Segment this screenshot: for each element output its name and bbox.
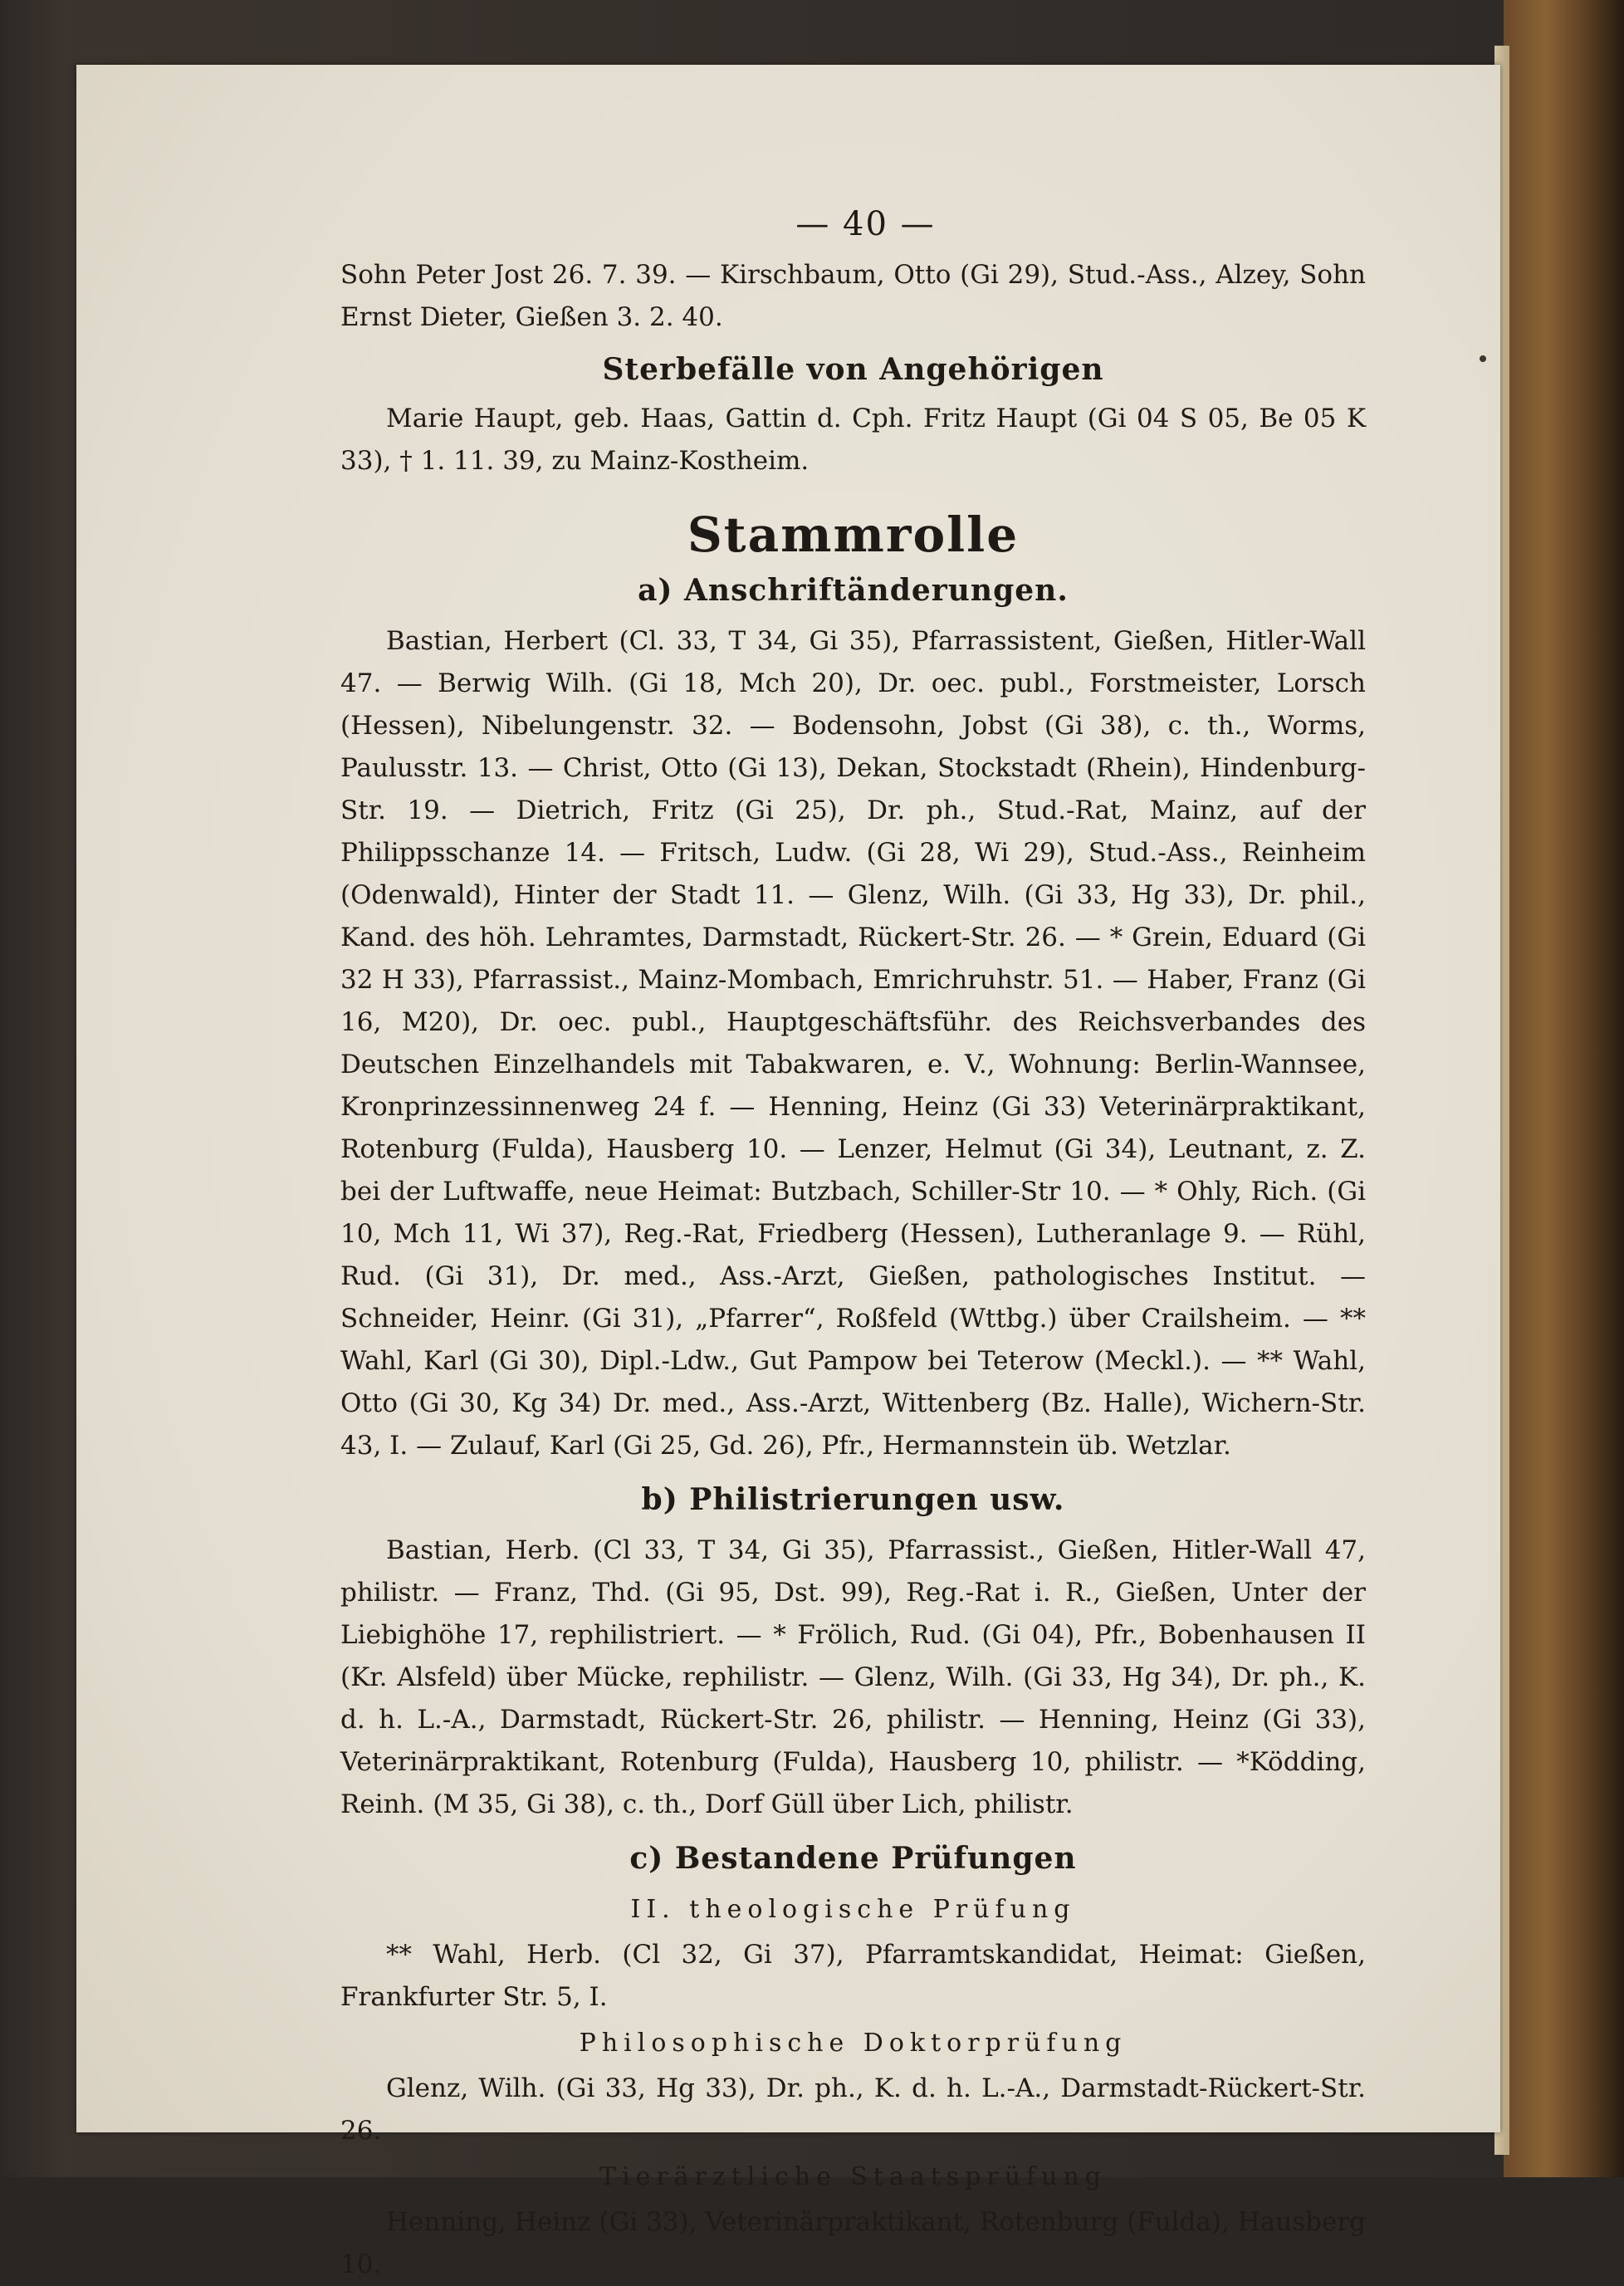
section-b-heading: b) Philistrierungen usw. [641, 1482, 1065, 1517]
exam-paragraph: Glenz, Wilh. (Gi 33, Hg 33), Dr. ph., K. d. h. L.-A., Darmstadt-Rückert-Str. 26. [340, 2073, 1366, 2146]
exam-paragraph: ** Wahl, Herb. (Cl 32, Gi 37), Pfarramtskandidat, Heimat: Gießen, Frankfurter Str. 5, I. [340, 1940, 1366, 2012]
section-b-paragraph: Bastian, Herb. (Cl 33, T 34, Gi 35), Pfarrassist., Gießen, Hitler-Wall 47, philistr. — Franz, Thd. (Gi 95, Dst. 99), Reg.-Rat i. R., Gießen, Unter der Liebighöhe 17, rephilistriert. — * Frölich, Rud. (Gi 04), Pfr., Bobenhausen II (Kr. Alsfeld) über Mücke, rephilistr. — Glenz, Wilh. (Gi 33, Hg 34), Dr. ph., K. d. h. L.-A., Darmstadt, Rückert-Str. 26, philistr. — Henning, Heinz (Gi 33), Veterinärpraktikant, Rotenburg (Fulda), Hausberg 10, philistr. — *Ködding, Reinh. (M 35, Gi 38), c. th., Dorf Güll über Lich, philistr. [340, 1535, 1366, 1819]
book-cover-edge [1504, 0, 1624, 2177]
deaths-heading: Sterbefälle von Angehörigen [602, 352, 1104, 387]
page-number: — 40 — [795, 205, 936, 243]
ink-speck [1480, 355, 1486, 362]
exam-paragraph: Henning, Heinz (Gi 33), Veterinärpraktikant, Rotenburg (Fulda), Hausberg 10. [340, 2207, 1366, 2279]
exam-title: Philosophische Doktorprüfung [579, 2029, 1128, 2058]
deaths-paragraph: Marie Haupt, geb. Haas, Gattin d. Cph. Fritz Haupt (Gi 04 S 05, Be 05 K 33), † 1. 11. 39, zu Mainz-Kostheim. [340, 404, 1366, 476]
section-a-paragraph: Bastian, Herbert (Cl. 33, T 34, Gi 35), Pfarrassistent, Gießen, Hitler-Wall 47. — Berwig Wilh. (Gi 18, Mch 20), Dr. oec. publ., Forstmeister, Lorsch (Hessen), Nibelungenstr. 32. — Bodensohn, Jobst (Gi 38), c. th., Worms, Paulusstr. 13. — Christ, Otto (Gi 13), Dekan, Stockstadt (Rhein), Hindenburg-Str. 19. — Dietrich, Fritz (Gi 25), Dr. ph., Stud.-Rat, Mainz, auf der Philippsschanze 14. — Fritsch, Ludw. (Gi 28, Wi 29), Stud.-Ass., Reinheim (Odenwald), Hinter der Stadt 11. — Glenz, Wilh. (Gi 33, Hg 33), Dr. phil., Kand. des höh. Lehramtes, Darmstadt, Rückert-Str. 26. — * Grein, Eduard (Gi 32 H 33), Pfarrassist., Mainz-Mombach, Emrichruhstr. 51. — Haber, Franz (Gi 16, M20), Dr. oec. publ., Hauptgeschäftsführ. des Reichsverbandes des Deutschen Einzelhandels mit Tabakwaren, e. V., Wohnung: Berlin-Wannsee, Kronprinzessinnenweg 24 f. — Henning, Heinz (Gi 33) Veterinärpraktikant, Rotenburg (Fulda), Hausberg 10. — Lenzer, Helmut (Gi 34), Leutnant, z. Z. bei der Luftwaffe, neue Heimat: Butzbach, Schiller-Str 10. — * Ohly, Rich. (Gi 10, Mch 11, Wi 37), Reg.-Rat, Friedberg (Hessen), Lutheranlage 9. — Rühl, Rud. (Gi 31), Dr. med., Ass.-Arzt, Gießen, pathologisches Institut. — Schneider, Heinr. (Gi 31), „Pfarrer“, Roßfeld (Wttbg.) über Crailsheim. — ** Wahl, Karl (Gi 30), Dipl.-Ldw., Gut Pampow bei Teterow (Meckl.). — ** Wahl, Otto (Gi 30, Kg 34) Dr. med., Ass.-Arzt, Wittenberg (Bz. Halle), Wichern-Str. 43, I. — Zulauf, Karl (Gi 25, Gd. 26), Pfr., Hermannstein üb. Wetzlar. [340, 626, 1366, 1461]
exam-title: Tierärztliche Staatsprüfung [599, 2162, 1108, 2191]
page-content [340, 203, 1366, 2286]
section-a-heading: a) Anschriftänderungen. [638, 573, 1069, 608]
intro-paragraph: Sohn Peter Jost 26. 7. 39. — Kirschbaum, Otto (Gi 29), Stud.-Ass., Alzey, Sohn Ernst Dieter, Gießen 3. 2. 40. [340, 260, 1366, 332]
exam-title: II. theologische Prüfung [630, 1895, 1076, 1924]
section-c-heading: c) Bestandene Prüfungen [629, 1841, 1077, 1876]
page-title: Stammrolle [687, 507, 1020, 563]
